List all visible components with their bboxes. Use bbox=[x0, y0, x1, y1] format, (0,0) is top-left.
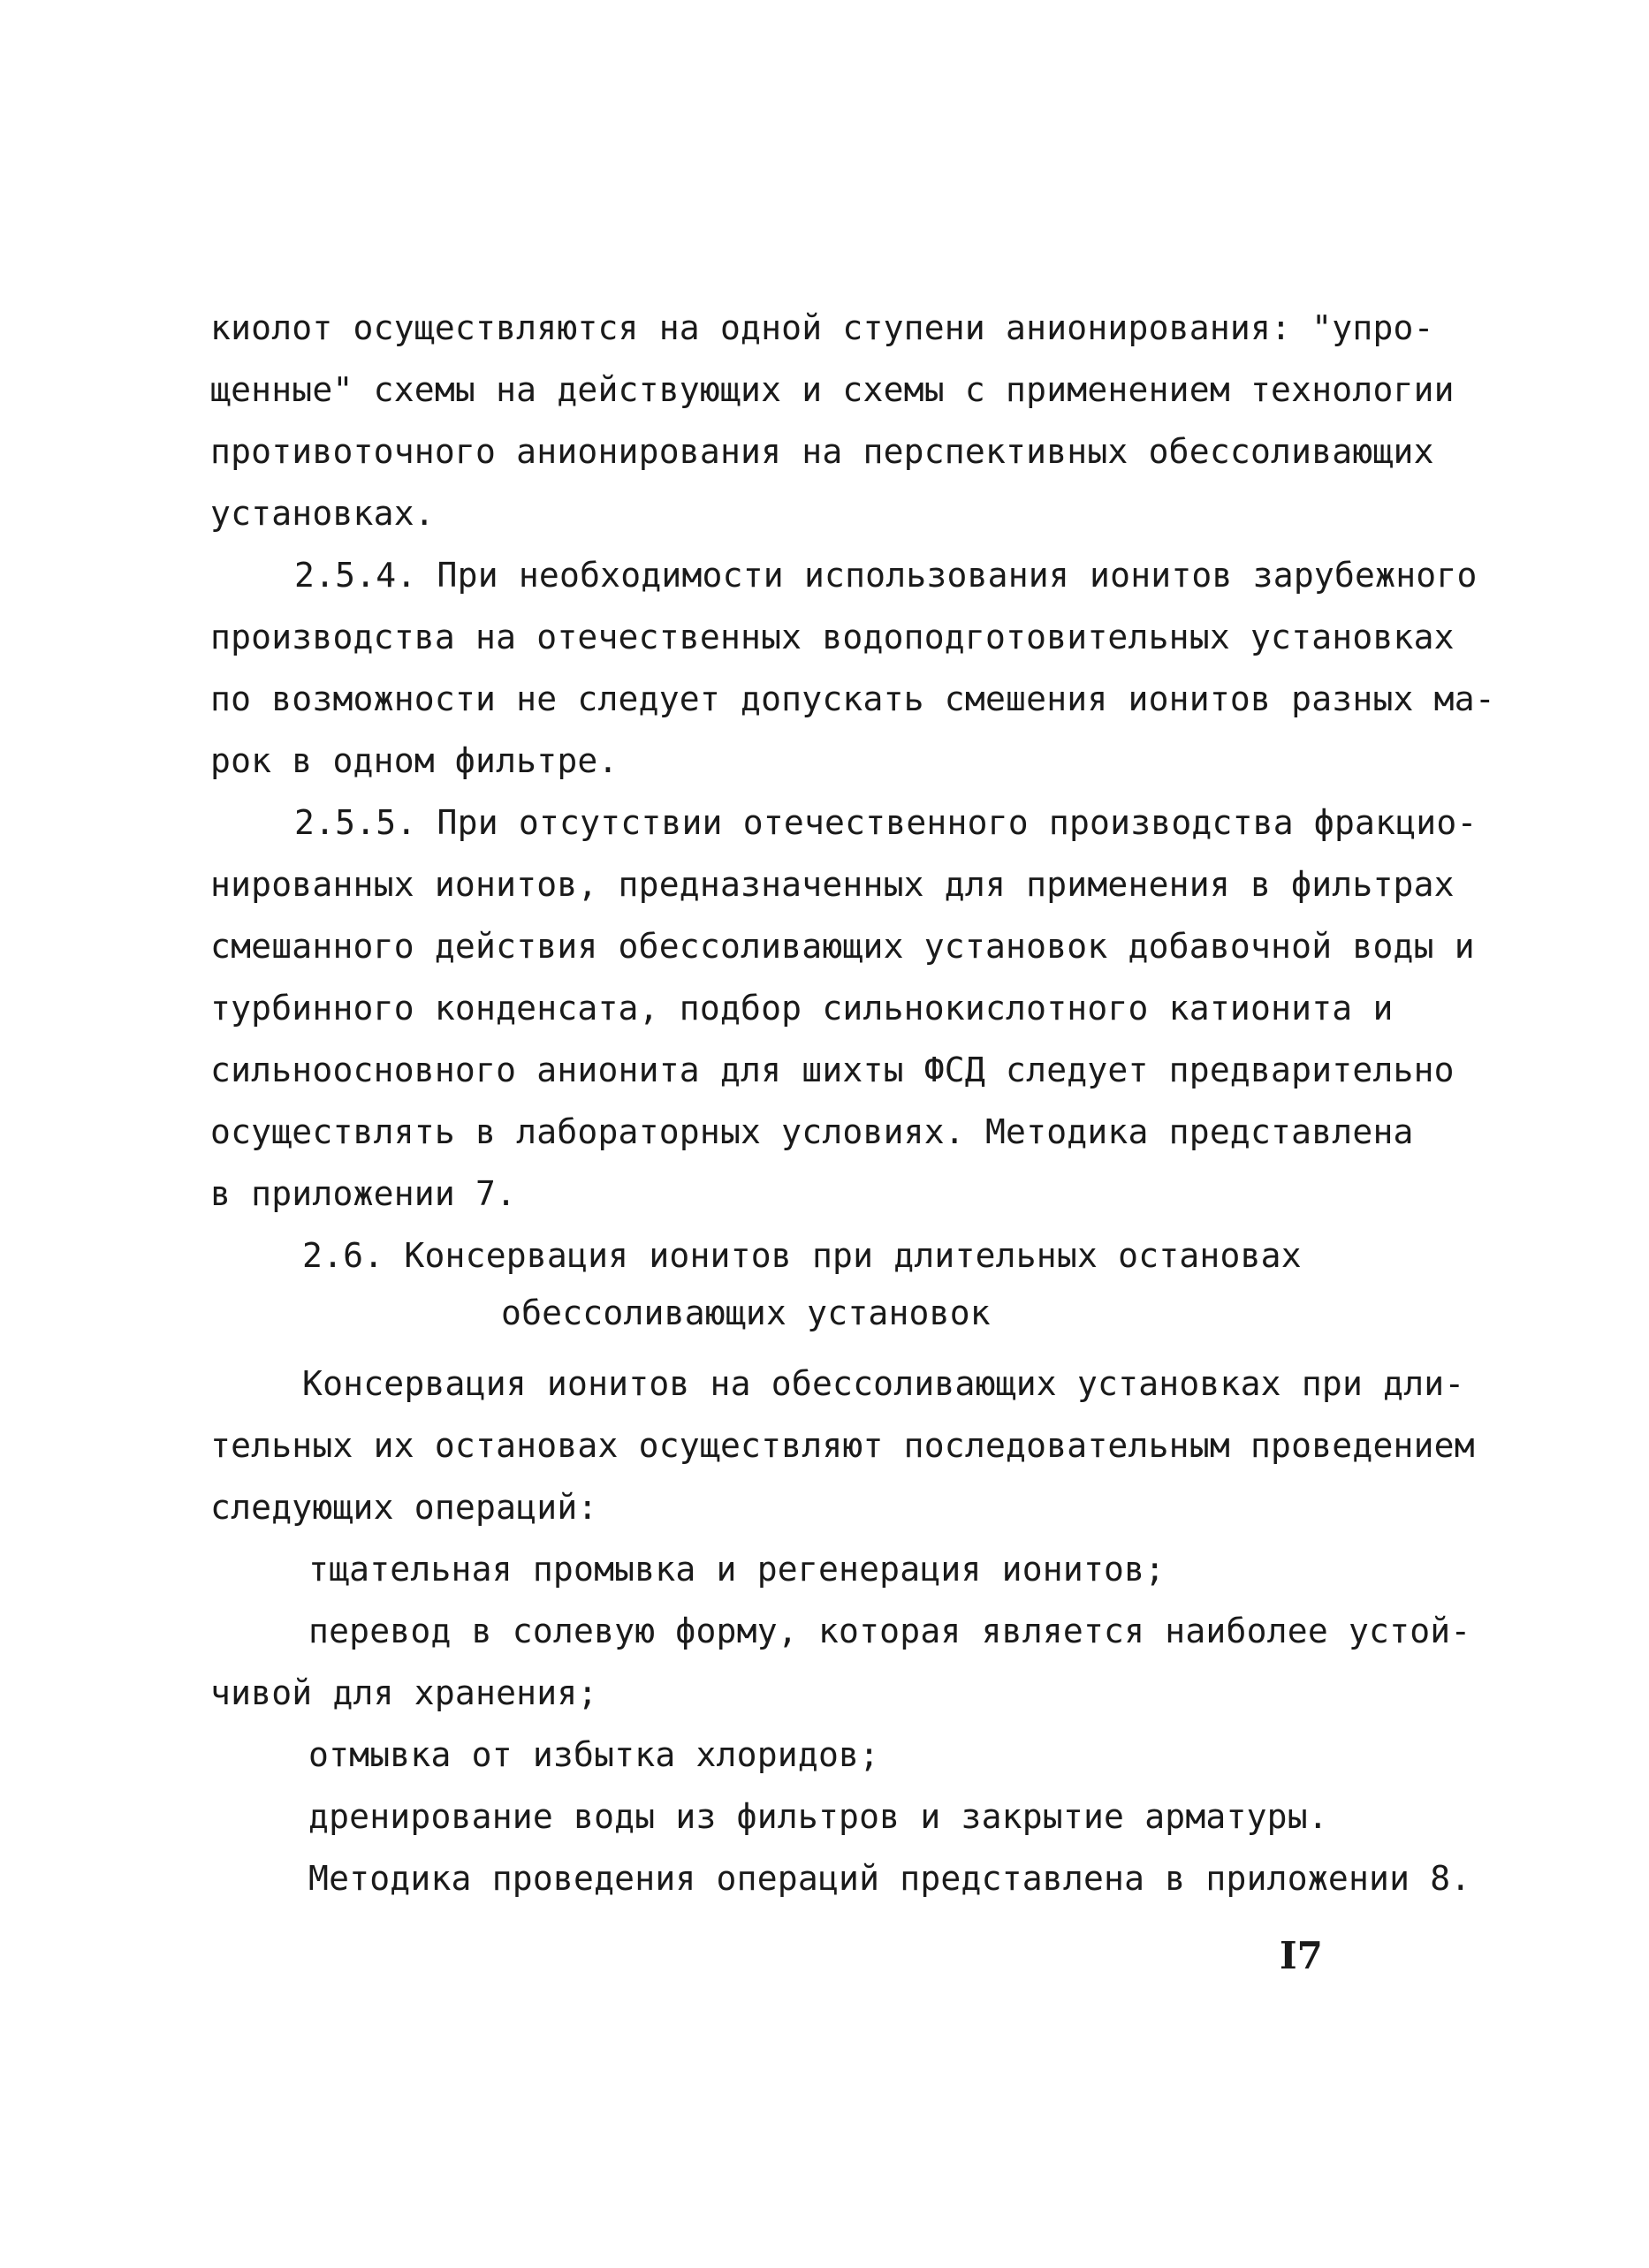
page-number: I7 bbox=[1280, 1934, 1323, 1977]
list-item: перевод в солевую форму, которая является наиболее устой- bbox=[308, 1612, 1471, 1650]
text-line: следующих операций: bbox=[210, 1488, 598, 1527]
text-line: противоточного анионирования на перспективных обессоливающих bbox=[210, 432, 1434, 471]
text-line: киолот осуществляются на одной ступени анионирования: "упро- bbox=[210, 308, 1434, 347]
text-line: осуществлять в лабораторных условиях. Методика представлена bbox=[210, 1112, 1414, 1151]
list-item: тщательная промывка и регенерация ионитов; bbox=[308, 1550, 1166, 1589]
text-line: смешанного действия обессоливающих установок добавочной воды и bbox=[210, 927, 1475, 966]
section-2-5-5-line: 2.5.5. При отсутствии отечественного производства фракцио- bbox=[294, 803, 1478, 842]
text-line: по возможности не следует допускать смешения ионитов разных ма- bbox=[210, 679, 1495, 718]
text-line: установках. bbox=[210, 494, 435, 533]
list-item: отмывка от избытка хлоридов; bbox=[308, 1735, 880, 1774]
text-line: Методика проведения операций представлена в приложении 8. bbox=[308, 1859, 1471, 1898]
section-2-5-4-line: 2.5.4. При необходимости использования ионитов зарубежного bbox=[294, 556, 1478, 595]
text-line: щенные" схемы на действующих и схемы с применением технологии bbox=[210, 370, 1455, 409]
text-line: сильноосновного анионита для шихты ФСД следует предварительно bbox=[210, 1051, 1455, 1089]
text-line: рок в одном фильтре. bbox=[210, 741, 619, 780]
text-line: тельных их остановах осуществляют последовательным проведением bbox=[210, 1426, 1475, 1465]
section-heading: 2.6. Консервация ионитов при длительных остановах bbox=[302, 1236, 1302, 1275]
text-line: турбинного конденсата, подбор сильнокислотного катионита и bbox=[210, 989, 1394, 1028]
text-line: нированных ионитов, предназначенных для применения в фильтрах bbox=[210, 865, 1455, 904]
text-line: Консервация ионитов на обессоливающих установках при дли- bbox=[302, 1364, 1465, 1403]
section-heading: обессоливающих установок bbox=[501, 1293, 991, 1332]
text-line: в приложении 7. bbox=[210, 1174, 517, 1213]
text-line: производства на отечественных водоподготовительных установках bbox=[210, 618, 1455, 656]
list-item: дренирование воды из фильтров и закрытие арматуры. bbox=[308, 1797, 1328, 1836]
text-line: чивой для хранения; bbox=[210, 1673, 598, 1712]
